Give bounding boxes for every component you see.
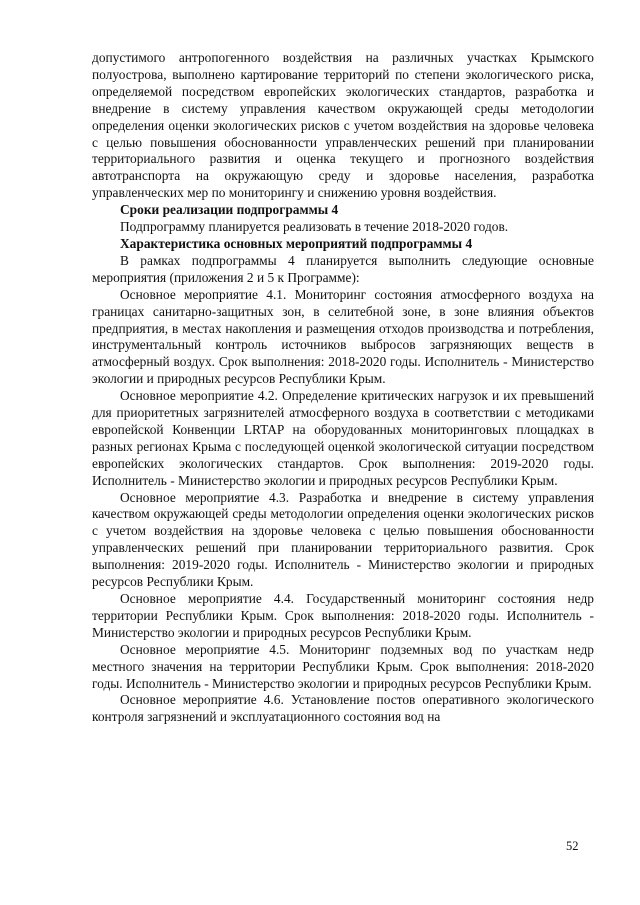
- heading-terms: Сроки реализации подпрограммы 4: [120, 202, 339, 218]
- continuation-paragraph: допустимого антропогенного воздействия на различных участках Крымского полуострова, выполнено картирование территорий по степени экологического риска, определяемой посредством европейских экологических стандартов, разработка и внедрение в систему управления качеством окружающей среды методологии определения оценки экологических рисков с учетом воздействия на здоровье человека с целью повышения обоснованности управленческих решений при планировании территориального развития и оценка текущего и прогнозного воздействия автотранспорта на окружающую среду и здоровье населения, разработка управленческих мер по мониторингу и снижению уровня воздействия.: [92, 50, 594, 201]
- measure-4-6-paragraph: Основное мероприятие 4.6. Установление постов оперативного экологического контроля загрязнений и эксплуатационного состояния вод на: [92, 692, 594, 725]
- measure-4-2-paragraph: Основное мероприятие 4.2. Определение критических нагрузок и их превышений для приоритетных загрязнителей атмосферного воздуха в соответствии с методиками европейской Конвенции LRTAP на оборудованных мониторинговых площадках в разных регионах Крыма с последующей оценкой экологической ситуации посредством европейских экологических стандартов. Срок выполнения: 2019-2020 годы. Исполнитель - Министерство экологии и природных ресурсов Республики Крым.: [92, 388, 594, 488]
- measure-4-1-paragraph: Основное мероприятие 4.1. Мониторинг состояния атмосферного воздуха на границах санитарно-защитных зон, в селитебной зоне, в зоне влияния объектов предприятия, в местах накопления и размещения отходов производства и потребления, инструментальный контроль источников выбросов загрязняющих веществ в атмосферный воздух. Срок выполнения: 2018-2020 годы. Исполнитель - Министерство экологии и природных ресурсов Республики Крым.: [92, 286, 594, 387]
- document-page: [92, 50, 594, 726]
- terms-paragraph: Подпрограмму планируется реализовать в течение 2018-2020 годов.: [120, 219, 509, 235]
- measures-intro-paragraph: В рамках подпрограммы 4 планируется выполнить следующие основные мероприятия (приложения 2 и 5 к Программе):: [92, 252, 594, 285]
- heading-measures: Характеристика основных мероприятий подпрограммы 4: [120, 235, 473, 251]
- page-number: 52: [566, 839, 579, 853]
- measure-4-3-paragraph: Основное мероприятие 4.3. Разработка и внедрение в систему управления качеством окружающей среды методологии определения оценки экологических рисков с учетом воздействия на здоровье человека с целью повышения обоснованности управленческих решений при планировании территориального развития. Срок выполнения: 2019-2020 годы. Исполнитель - Министерство экологии и природных ресурсов Республики Крым.: [92, 489, 594, 590]
- measure-4-5-paragraph: Основное мероприятие 4.5. Мониторинг подземных вод по участкам недр местного значения на территории Республики Крым. Срок выполнения: 2018-2020 годы. Исполнитель - Министерство экологии и природных ресурсов Республики Крым.: [92, 641, 594, 691]
- measure-4-4-paragraph: Основное мероприятие 4.4. Государственный мониторинг состояния недр территории Республики Крым. Срок выполнения: 2018-2020 годы. Исполнитель - Министерство экологии и природных ресурсов Республики Крым.: [92, 591, 594, 640]
